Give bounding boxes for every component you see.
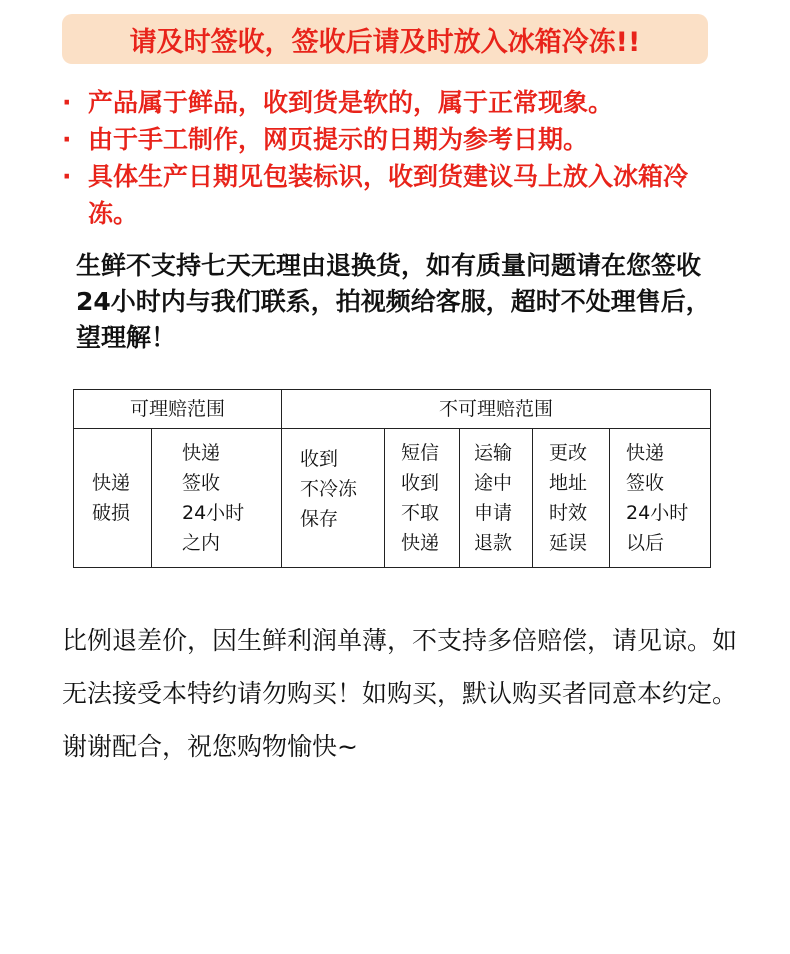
- table-cell: [385, 429, 460, 568]
- cell-line: 快递: [626, 442, 665, 464]
- cell-line: 申请: [474, 502, 513, 524]
- cell-line: 签收: [626, 472, 665, 494]
- header-non-claimable: 不可理赔范围: [282, 390, 711, 429]
- note-text: 具体生产日期见包装标识，收到货建议马上放入冰箱冷冻。: [88, 162, 689, 228]
- cell-line: 24小时: [182, 502, 245, 524]
- cell-line: 收到: [300, 448, 339, 470]
- table-cell: [533, 429, 610, 568]
- footer-text: 比例退差价，因生鲜利润单薄，不支持多倍赔偿，请见谅。如无法接受本特约请勿购买！如购买，默认购买者同意本约定。谢谢配合，祝您购物愉快~: [62, 626, 738, 761]
- cell-line: 24小时: [626, 502, 689, 524]
- cell-line: 之内: [182, 532, 221, 554]
- cell-line: 以后: [626, 532, 665, 554]
- note-text: 由于手工制作，网页提示的日期为参考日期。: [88, 125, 589, 154]
- cell-line: 延误: [549, 532, 588, 554]
- table-row: [74, 429, 711, 568]
- cell-line: 收到: [401, 472, 440, 494]
- header-claimable: 可理赔范围: [74, 390, 282, 429]
- note-item: [62, 84, 722, 121]
- note-item: [62, 121, 722, 158]
- table-cell: [152, 429, 282, 568]
- cell-line: 保存: [300, 508, 339, 530]
- cell-line: 退款: [474, 532, 513, 554]
- cell-line: 不取: [401, 502, 440, 524]
- cell-line: 短信: [401, 442, 440, 464]
- cell-line: 签收: [182, 472, 221, 494]
- table-cell: [460, 429, 533, 568]
- bullet-icon: ·: [62, 88, 72, 117]
- table-cell: [282, 429, 385, 568]
- table-cell: [74, 429, 152, 568]
- note-text: 产品属于鲜品，收到货是软的，属于正常现象。: [88, 88, 614, 117]
- cell-line: 不冷冻: [300, 478, 358, 500]
- return-policy: 生鲜不支持七天无理由退换货，如有质量问题请在您签收24小时内与我们联系，拍视频给客服，超时不处理售后，望理解！: [76, 251, 711, 352]
- bullet-icon: ·: [62, 125, 72, 154]
- cell-line: 更改: [549, 442, 588, 464]
- warning-banner-text: 请及时签收，签收后请及时放入冰箱冷冻!!: [129, 26, 641, 58]
- table-header-row: [74, 390, 711, 429]
- cell-line: 运输: [474, 442, 513, 464]
- claim-scope-table: [73, 389, 711, 568]
- cell-line: 时效: [549, 502, 588, 524]
- note-item: [62, 158, 722, 232]
- cell-line: 破损: [92, 502, 131, 524]
- cell-line: 地址: [549, 472, 588, 494]
- warning-banner: [62, 14, 708, 64]
- cell-line: 快递: [182, 442, 221, 464]
- table-cell: [610, 429, 711, 568]
- cell-line: 途中: [474, 472, 513, 494]
- cell-line: 快递: [401, 532, 440, 554]
- bullet-icon: ·: [62, 162, 72, 191]
- notes-list: [62, 84, 722, 232]
- cell-line: 快递: [92, 472, 131, 494]
